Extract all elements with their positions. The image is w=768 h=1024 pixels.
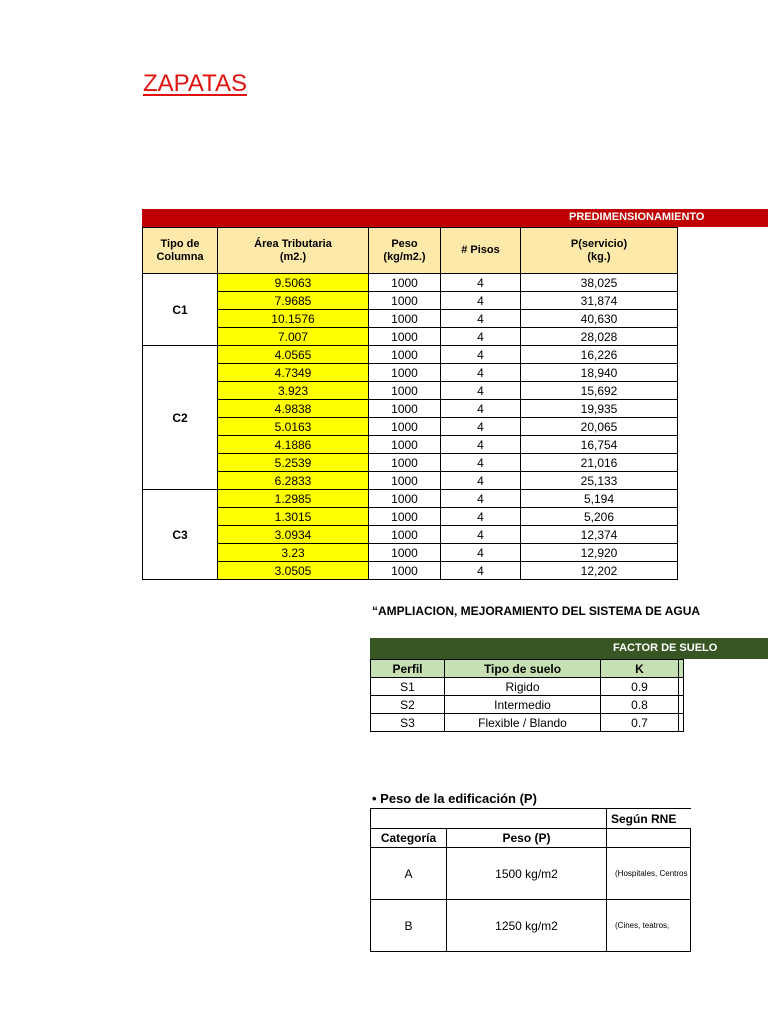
peso-table (370, 808, 691, 952)
servicio-cell: 12,202 (521, 562, 678, 580)
area-cell: 7.9685 (218, 292, 369, 310)
servicio-cell: 16,754 (521, 436, 678, 454)
peso-cell: 1000 (369, 418, 441, 436)
perfil-cell: S2 (371, 696, 445, 714)
peso-value-cell: 1250 kg/m2 (447, 900, 607, 952)
table-row (143, 418, 678, 436)
header-tipo-line1: Tipo de (160, 237, 200, 250)
header-servicio-line2: (kg.) (587, 250, 611, 263)
predim-table-wrap (142, 227, 678, 587)
table-row (143, 400, 678, 418)
area-cell: 6.2833 (218, 472, 369, 490)
header-peso (369, 228, 441, 274)
factor-header-k: K (601, 660, 679, 678)
servicio-cell: 16,226 (521, 346, 678, 364)
servicio-cell: 40,630 (521, 310, 678, 328)
page-title: ZAPATAS (143, 70, 248, 97)
peso-cell: 1000 (369, 508, 441, 526)
k-cell: 0.9 (601, 678, 679, 696)
pisos-cell: 4 (441, 364, 521, 382)
pisos-cell: 4 (441, 490, 521, 508)
peso-cell: 1000 (369, 490, 441, 508)
factor-header-tipo: Tipo de suelo (445, 660, 601, 678)
table-row (143, 508, 678, 526)
table-row (143, 364, 678, 382)
pisos-cell: 4 (441, 310, 521, 328)
area-cell: 3.0505 (218, 562, 369, 580)
header-tipo-columna (143, 228, 218, 274)
table-row (143, 292, 678, 310)
pisos-cell: 4 (441, 436, 521, 454)
desc-cell: (Cines, teatros, (607, 900, 691, 952)
pisos-cell: 4 (441, 274, 521, 292)
peso-table-wrap (370, 808, 688, 958)
pisos-cell: 4 (441, 346, 521, 364)
table-row (371, 714, 684, 732)
pisos-cell: 4 (441, 292, 521, 310)
pisos-cell: 4 (441, 328, 521, 346)
peso-cell: 1000 (369, 292, 441, 310)
table-row (371, 696, 684, 714)
peso-cell: 1000 (369, 436, 441, 454)
servicio-cell: 20,065 (521, 418, 678, 436)
area-cell: 1.2985 (218, 490, 369, 508)
table-row (143, 544, 678, 562)
predim-banner (142, 209, 752, 227)
k-cell: 0.7 (601, 714, 679, 732)
servicio-cell: 5,194 (521, 490, 678, 508)
area-cell: 10.1576 (218, 310, 369, 328)
table-row (143, 472, 678, 490)
header-servicio-line1: P(servicio) (570, 237, 628, 250)
servicio-cell: 12,374 (521, 526, 678, 544)
servicio-cell: 19,935 (521, 400, 678, 418)
area-cell: 7.007 (218, 328, 369, 346)
peso-cell: 1000 (369, 328, 441, 346)
pisos-cell: 4 (441, 544, 521, 562)
area-cell: 3.923 (218, 382, 369, 400)
header-peso-line2: (kg/m2.) (383, 250, 426, 263)
desc-cell: (Hospitales, Centros (607, 848, 691, 900)
peso-header-peso: Peso (P) (447, 829, 607, 848)
servicio-cell: 15,692 (521, 382, 678, 400)
pisos-cell: 4 (441, 454, 521, 472)
peso-cell: 1000 (369, 364, 441, 382)
header-servicio (521, 228, 678, 274)
tipo-suelo-cell: Rigido (445, 678, 601, 696)
servicio-cell: 28,028 (521, 328, 678, 346)
factor-banner (370, 638, 768, 659)
servicio-cell: 31,874 (521, 292, 678, 310)
pisos-cell: 4 (441, 562, 521, 580)
table-row (371, 900, 691, 952)
servicio-cell: 5,206 (521, 508, 678, 526)
peso-cell: 1000 (369, 310, 441, 328)
peso-header-categoria: Categoría (371, 829, 447, 848)
factor-table-wrap (370, 659, 678, 737)
table-row (143, 562, 678, 580)
area-cell: 4.9838 (218, 400, 369, 418)
factor-table (370, 659, 684, 732)
area-cell: 5.2539 (218, 454, 369, 472)
area-cell: 1.3015 (218, 508, 369, 526)
peso-heading: • Peso de la edificación (P) (372, 791, 537, 806)
area-cell: 4.7349 (218, 364, 369, 382)
peso-cell: 1000 (369, 454, 441, 472)
header-tipo-line2: Columna (156, 250, 204, 263)
predim-table (142, 227, 678, 580)
area-cell: 4.1886 (218, 436, 369, 454)
servicio-cell: 21,016 (521, 454, 678, 472)
pisos-cell: 4 (441, 472, 521, 490)
peso-cell: 1000 (369, 472, 441, 490)
table-row (143, 436, 678, 454)
tipo-suelo-cell: Intermedio (445, 696, 601, 714)
peso-cell: 1000 (369, 526, 441, 544)
tipo-suelo-cell: Flexible / Blando (445, 714, 601, 732)
area-cell: 5.0163 (218, 418, 369, 436)
pisos-cell: 4 (441, 526, 521, 544)
perfil-cell: S1 (371, 678, 445, 696)
peso-cell: 1000 (369, 382, 441, 400)
peso-cell: 1000 (369, 562, 441, 580)
factor-header-perfil: Perfil (371, 660, 445, 678)
categoria-cell: B (371, 900, 447, 952)
table-row (143, 490, 678, 508)
pisos-cell: 4 (441, 418, 521, 436)
peso-cell: 1000 (369, 346, 441, 364)
predim-banner-edge (752, 209, 768, 227)
header-pisos: # Pisos (441, 228, 521, 274)
table-row (143, 346, 678, 364)
peso-cell: 1000 (369, 274, 441, 292)
factor-banner-text: FACTOR DE SUELO (613, 642, 718, 654)
table-row (143, 274, 678, 292)
peso-cell: 1000 (369, 544, 441, 562)
servicio-cell: 12,920 (521, 544, 678, 562)
header-area-line2: (m2.) (279, 250, 307, 263)
area-cell: 4.0565 (218, 346, 369, 364)
table-row (371, 848, 691, 900)
column-type-cell: C2 (143, 346, 218, 490)
peso-value-cell: 1500 kg/m2 (447, 848, 607, 900)
area-cell: 3.23 (218, 544, 369, 562)
table-row (143, 310, 678, 328)
header-area-tributaria (218, 228, 369, 274)
peso-rne-label: Según RNE (607, 809, 691, 829)
project-title-wrap (372, 604, 768, 622)
servicio-cell: 25,133 (521, 472, 678, 490)
perfil-cell: S3 (371, 714, 445, 732)
table-row (143, 328, 678, 346)
categoria-cell: A (371, 848, 447, 900)
header-peso-line1: Peso (391, 237, 418, 250)
area-cell: 9.5063 (218, 274, 369, 292)
servicio-cell: 18,940 (521, 364, 678, 382)
table-row (143, 382, 678, 400)
pisos-cell: 4 (441, 382, 521, 400)
peso-cell: 1000 (369, 400, 441, 418)
predim-banner-text: PREDIMENSIONAMIENTO (569, 211, 705, 223)
k-cell: 0.8 (601, 696, 679, 714)
header-area-line1: Área Tributaria (254, 237, 332, 250)
pisos-cell: 4 (441, 508, 521, 526)
project-title: “AMPLIACION, MEJORAMIENTO DEL SISTEMA DE AGUA (372, 604, 701, 618)
servicio-cell: 38,025 (521, 274, 678, 292)
column-type-cell: C3 (143, 490, 218, 580)
area-cell: 3.0934 (218, 526, 369, 544)
table-row (143, 526, 678, 544)
pisos-cell: 4 (441, 400, 521, 418)
table-row (143, 454, 678, 472)
table-row (371, 678, 684, 696)
column-type-cell: C1 (143, 274, 218, 346)
